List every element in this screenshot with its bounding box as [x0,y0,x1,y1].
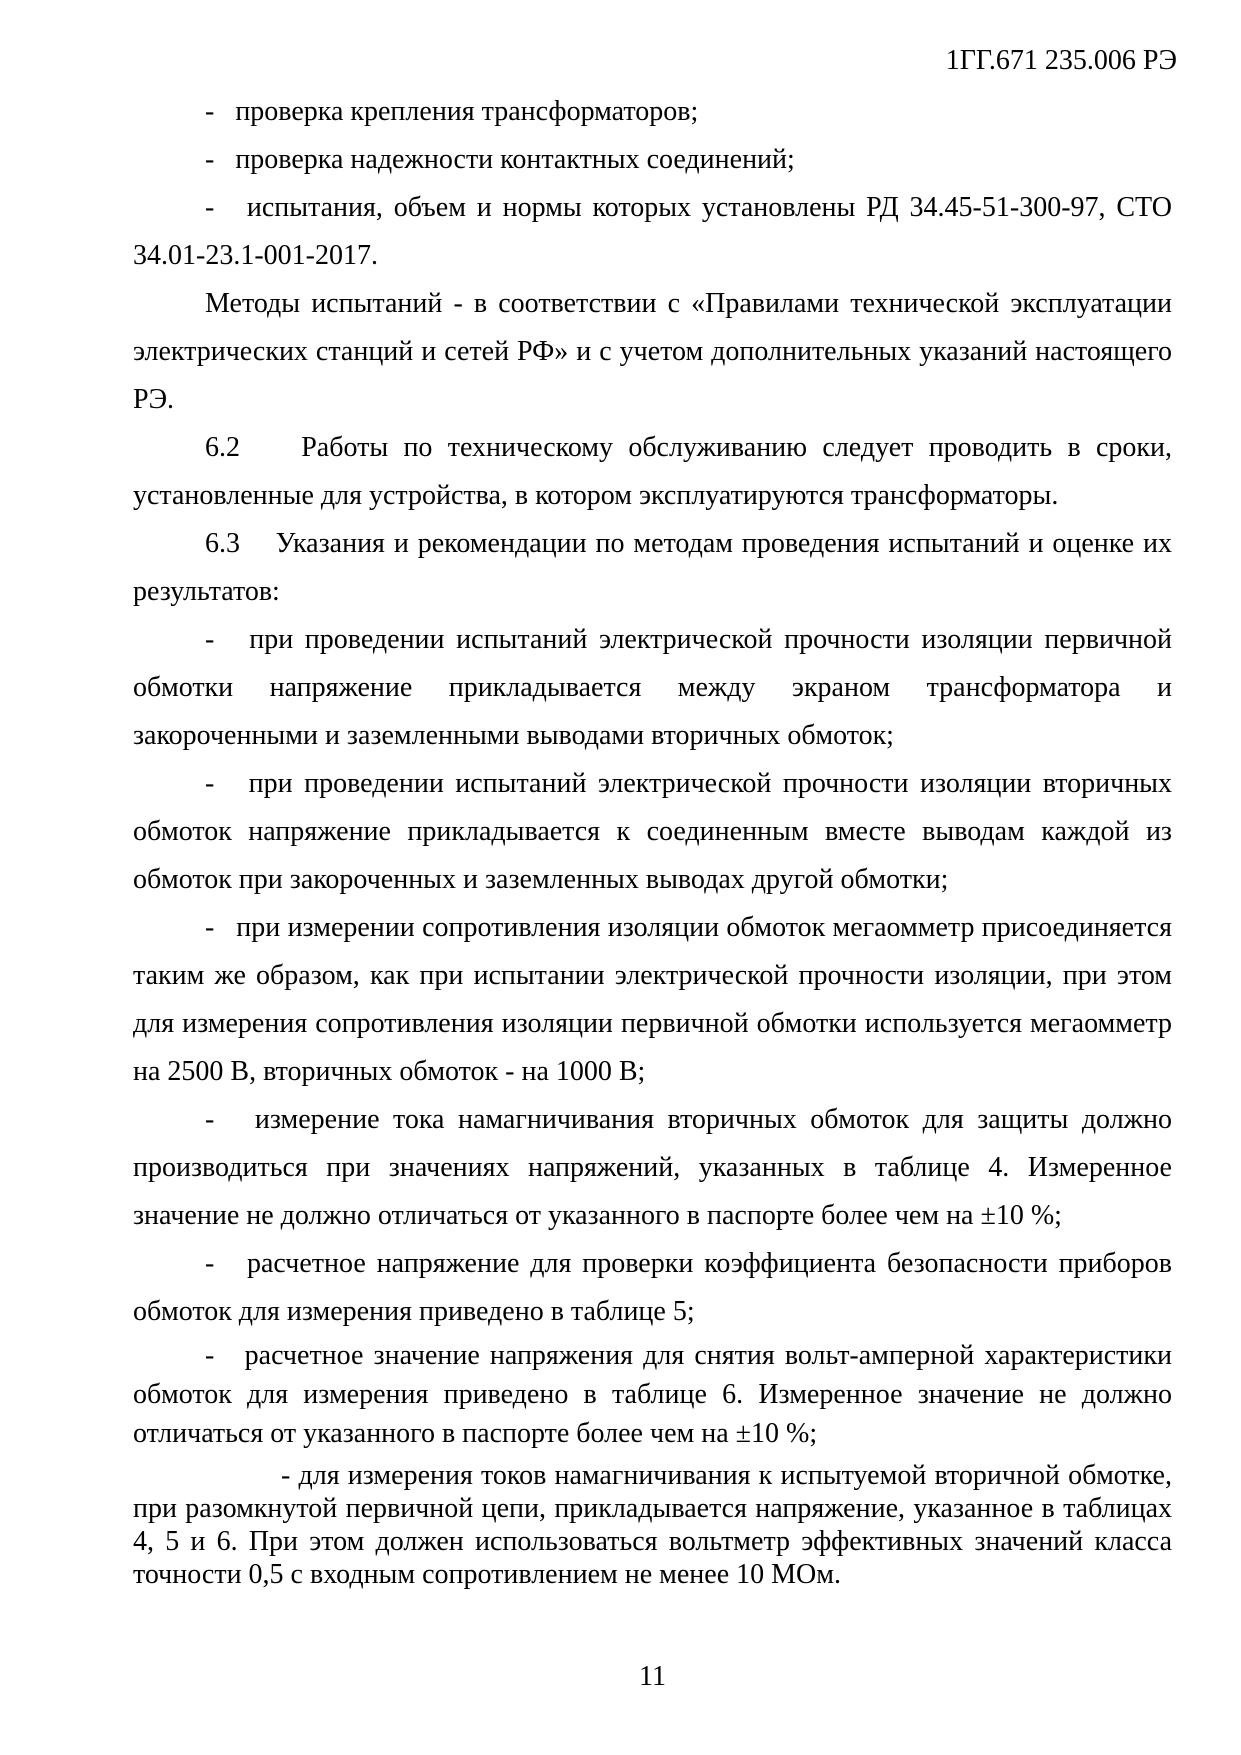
list-item-check-contacts: - проверка надежности контактных соединений; [205,144,795,175]
list-item-primary-winding-test: - при проведении испытаний электрической прочности изоляции первичной обмотки напряжение прикладывается между экраном трансформатора и закороченными и заземленными выводами вторичных обмоток; [133,624,1172,751]
list-item-insulation-resistance: - при измерении сопротивления изоляции обмоток мегаомметр присоединяется таким же образом, как при испытании электрической прочности изоляции, при этом для измерения сопротивления изоляции первичной обмотки используется мегаомметр на 2500 В, вторичных обмоток - на 1000 В; [133,912,1172,1087]
list-item-tests-standards: - испытания, объем и нормы которых установлены РД 34.45-51-300-97, СТО 34.01-23.1-001-2017. [133,192,1172,271]
document-body [0,78,1241,1591]
paragraph-6-2-maintenance: 6.2 Работы по техническому обслуживанию следует проводить в сроки, установленные для устройства, в котором эксплуатируются трансформаторы. [133,432,1172,511]
page-number: 11 [639,1661,666,1692]
paragraph-test-methods: Методы испытаний - в соответствии с «Правилами технической эксплуатации электрических станций и сетей РФ» и с учетом дополнительных указаний настоящего РЭ. [133,288,1172,415]
list-item-magnetizing-current: - измерение тока намагничивания вторичных обмоток для защиты должно производиться при значениях напряжений, указанных в таблице 4. Измеренное значение не должно отличаться от указанного в паспорте более чем на ±10 %; [133,1104,1172,1231]
list-item-secondary-winding-test: - при проведении испытаний электрической прочности изоляции вторичных обмоток напряжение прикладывается к соединенным вместе выводам каждой из обмоток при закороченных и заземленных выводах другой обмотки; [133,768,1172,895]
list-item-check-mounting: - проверка крепления трансформаторов; [205,96,699,127]
list-item-voltmeter-requirements: - для измерения токов намагничивания к испытуемой вторичной обмотке, при разомкнутой первичной цепи, прикладывается напряжение, указанное в таблицах 4, 5 и 6. При этом должен использоваться вольтметр эффективных значений класса точности 0,5 с входным сопротивлением не менее 10 МОм. [133,1460,1172,1590]
list-item-volt-ampere-characteristic: - расчетное значение напряжения для снятия вольт-амперной характеристики обмоток для измерения приведено в таблице 6. Измеренное значение не должно отличаться от указанного в паспорте более чем на ±10 %; [133,1340,1172,1449]
list-item-safety-factor-voltage: - расчетное напряжение для проверки коэффициента безопасности приборов обмоток для измерения приведено в таблице 5; [133,1248,1172,1327]
document-code-header: 1ГГ.671 235.006 РЭ [945,45,1177,76]
paragraph-6-3-recommendations: 6.3 Указания и рекомендации по методам проведения испытаний и оценке их результатов: [133,528,1172,607]
